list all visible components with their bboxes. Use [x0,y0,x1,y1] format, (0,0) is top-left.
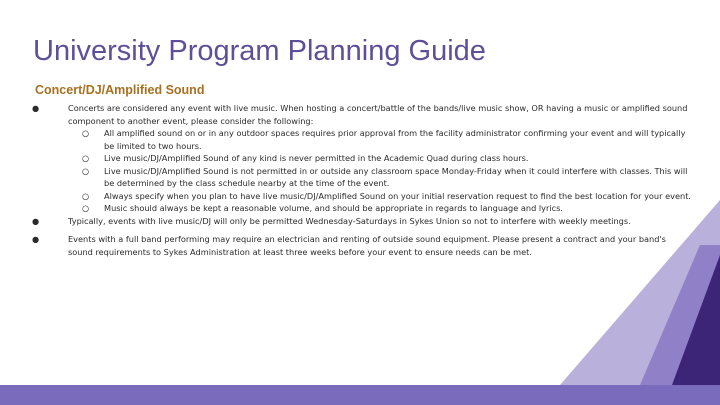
hollow-bullet-icon: ○ [82,128,90,138]
footer-bar [0,385,720,405]
sub-list-item [68,202,692,215]
sub-list-item-text: Always specify when you plan to have live music/DJ/Amplified Sound on your initial reservation request to find the best location for your event. [104,190,692,201]
list-item [32,233,692,258]
sub-list-item [68,190,692,203]
section-heading: Concert/DJ/Amplified Sound [35,83,205,97]
list-item [32,102,692,215]
list-item-text: Typically, events with live music/DJ will only be permitted Wednesday-Saturdays in Sykes Union so not to interfere with weekly meetings. [68,215,631,226]
page-title: University Program Planning Guide [33,35,486,67]
bullet-icon: ● [32,234,40,244]
list-item [32,215,692,228]
sub-list-item-text: Live music/DJ/Amplified Sound is not permitted in or outside any classroom space Monday-Friday when it could interfere with classes. This will be determined by the class schedule nearby at the time of the event. [104,165,688,188]
hollow-bullet-icon: ○ [82,203,90,213]
hollow-bullet-icon: ○ [82,190,90,201]
sub-list-item [68,165,692,190]
hollow-bullet-icon: ○ [82,153,90,163]
bullet-list [32,102,692,258]
bullet-icon: ● [32,215,40,226]
sub-list-item-text: Live music/DJ/Amplified Sound of any kind is never permitted in the Academic Quad during class hours. [104,153,529,163]
list-item-text: Concerts are considered any event with live music. When hosting a concert/battle of the bands/live music show, OR having a music or amplified sound component to another event, please consider the following: [68,103,688,126]
sub-list-item [68,127,692,152]
sub-list-item-text: Music should always be kept a reasonable volume, and should be appropriate in regards to language and lyrics. [104,203,564,213]
sub-list-item [68,152,692,165]
list-item-text: Events with a full band performing may require an electrician and renting of outside sound equipment. Please present a contract and your band's sound requirements to Sykes Administration at least three weeks before your event to ensure needs can be met. [68,234,666,257]
hollow-bullet-icon: ○ [82,165,90,176]
sub-list-item-text: All amplified sound on or in any outdoor spaces requires prior approval from the facility administrator confirming your event and will typically be limited to two hours. [104,128,686,151]
bullet-icon: ● [32,103,40,113]
sub-bullet-list [68,127,692,215]
